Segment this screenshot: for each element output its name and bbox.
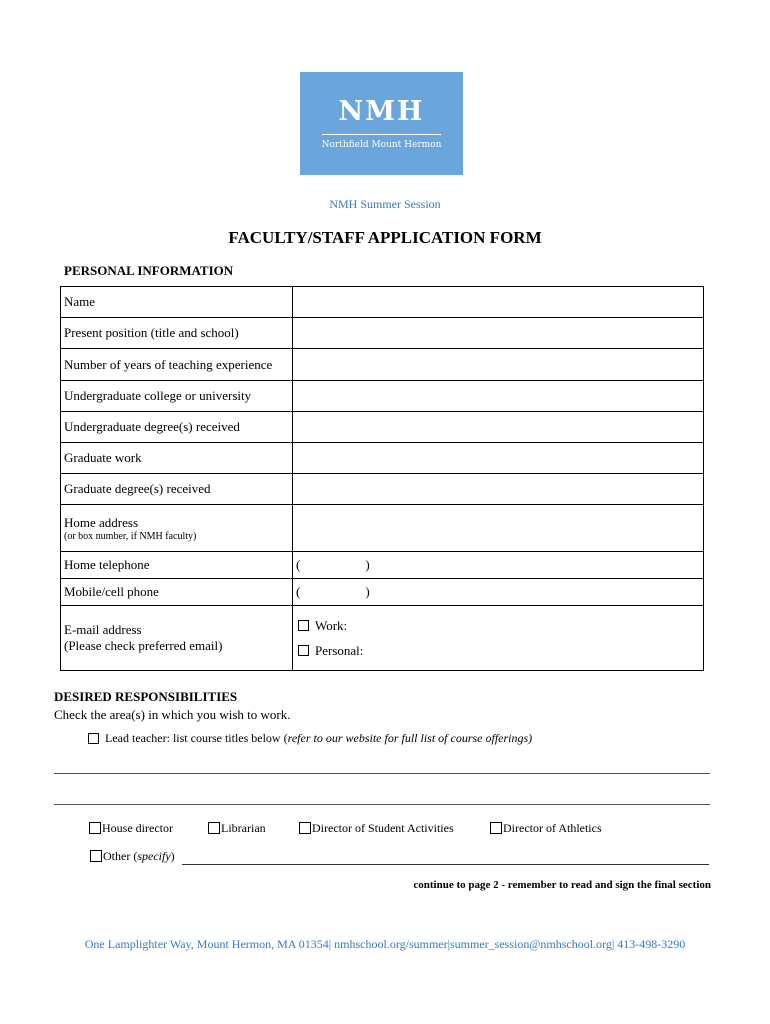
logo-main-text: NMH	[338, 96, 425, 127]
graduate-work-label: Graduate work	[61, 443, 293, 474]
home-address-field[interactable]	[293, 505, 704, 552]
house-director-label: House director	[102, 821, 173, 835]
graduate-work-field[interactable]	[293, 443, 704, 474]
logo-sub-text: Northfield Mount Hermon	[321, 140, 442, 150]
lead-teacher-checkbox[interactable]	[88, 733, 99, 744]
athletics-label: Director of Athletics	[503, 821, 602, 835]
email-label-cell	[61, 606, 293, 671]
table-row	[61, 443, 704, 474]
other-close: )	[170, 849, 175, 863]
footer-contact: One Lamplighter Way, Mount Hermon, MA 01354| nmhschool.org/summer|summer_session@nmhschool.org| 413-498-3290	[84, 937, 686, 951]
undergrad-college-field[interactable]	[293, 381, 704, 412]
undergrad-degree-field[interactable]	[293, 412, 704, 443]
home-telephone-label: Home telephone	[61, 552, 293, 579]
name-label: Name	[61, 287, 293, 318]
table-row	[61, 412, 704, 443]
librarian-option[interactable]	[208, 821, 266, 836]
other-specify: specify	[137, 849, 171, 863]
table-row	[61, 318, 704, 349]
mobile-phone-field[interactable]: ( )	[293, 579, 704, 606]
course-title-line-1[interactable]	[54, 773, 710, 774]
mobile-phone-label: Mobile/cell phone	[61, 579, 293, 606]
personal-info-table	[60, 286, 704, 671]
form-subtitle: NMH Summer Session	[329, 197, 441, 211]
other-checkbox[interactable]	[90, 850, 102, 862]
table-row	[61, 349, 704, 381]
work-email-checkbox[interactable]	[298, 620, 309, 631]
lead-teacher-option[interactable]	[88, 731, 532, 746]
name-field[interactable]	[293, 287, 704, 318]
undergrad-degree-label: Undergraduate degree(s) received	[61, 412, 293, 443]
work-email-label: Work:	[315, 617, 348, 633]
course-title-line-2[interactable]	[54, 804, 710, 805]
lead-teacher-label: Lead teacher: list course titles below (	[105, 731, 288, 745]
athletics-option[interactable]	[490, 821, 602, 836]
home-address-label: Home address	[64, 514, 139, 530]
email-personal-option[interactable]	[298, 643, 700, 659]
table-row	[61, 287, 704, 318]
responsibilities-instruction: Check the area(s) in which you wish to work.	[54, 707, 291, 722]
position-label: Present position (title and school)	[61, 318, 293, 349]
student-activities-option[interactable]	[299, 821, 454, 836]
years-teaching-label: Number of years of teaching experience	[61, 349, 293, 381]
table-row	[61, 505, 704, 552]
email-note: (Please check preferred email)	[64, 638, 223, 653]
personal-email-label: Personal:	[315, 642, 364, 658]
table-row	[61, 381, 704, 412]
graduate-degree-field[interactable]	[293, 474, 704, 505]
table-row	[61, 474, 704, 505]
other-label: Other (	[103, 849, 138, 863]
home-address-label-cell	[61, 505, 293, 552]
lead-teacher-note: refer to our website for full list of course offerings)	[287, 731, 533, 745]
graduate-degree-label: Graduate degree(s) received	[61, 474, 293, 505]
librarian-label: Librarian	[221, 821, 266, 835]
home-address-note: (or box number, if NMH faculty)	[64, 530, 197, 542]
athletics-checkbox[interactable]	[490, 822, 502, 834]
house-director-option[interactable]	[89, 821, 173, 836]
table-row	[61, 579, 704, 606]
student-activities-checkbox[interactable]	[299, 822, 311, 834]
student-activities-label: Director of Student Activities	[312, 821, 454, 835]
position-field[interactable]	[293, 318, 704, 349]
nmh-logo	[300, 72, 463, 175]
undergrad-college-label: Undergraduate college or university	[61, 381, 293, 412]
continue-note: continue to page 2 - remember to read and sign the final section	[413, 879, 711, 891]
logo-divider	[322, 134, 441, 135]
email-label: E-mail address	[64, 622, 142, 637]
email-work-option[interactable]	[298, 618, 700, 634]
other-option[interactable]	[90, 849, 175, 864]
years-teaching-field[interactable]	[293, 349, 704, 381]
table-row	[61, 606, 704, 671]
table-row	[61, 552, 704, 579]
other-specify-line[interactable]	[182, 864, 709, 865]
personal-info-heading: PERSONAL INFORMATION	[64, 263, 234, 278]
personal-email-checkbox[interactable]	[298, 645, 309, 656]
form-title: FACULTY/STAFF APPLICATION FORM	[228, 228, 542, 247]
house-director-checkbox[interactable]	[89, 822, 101, 834]
responsibilities-heading: DESIRED RESPONSIBILITIES	[54, 689, 238, 704]
librarian-checkbox[interactable]	[208, 822, 220, 834]
home-telephone-field[interactable]: ( )	[293, 552, 704, 579]
email-options-cell	[293, 606, 704, 671]
